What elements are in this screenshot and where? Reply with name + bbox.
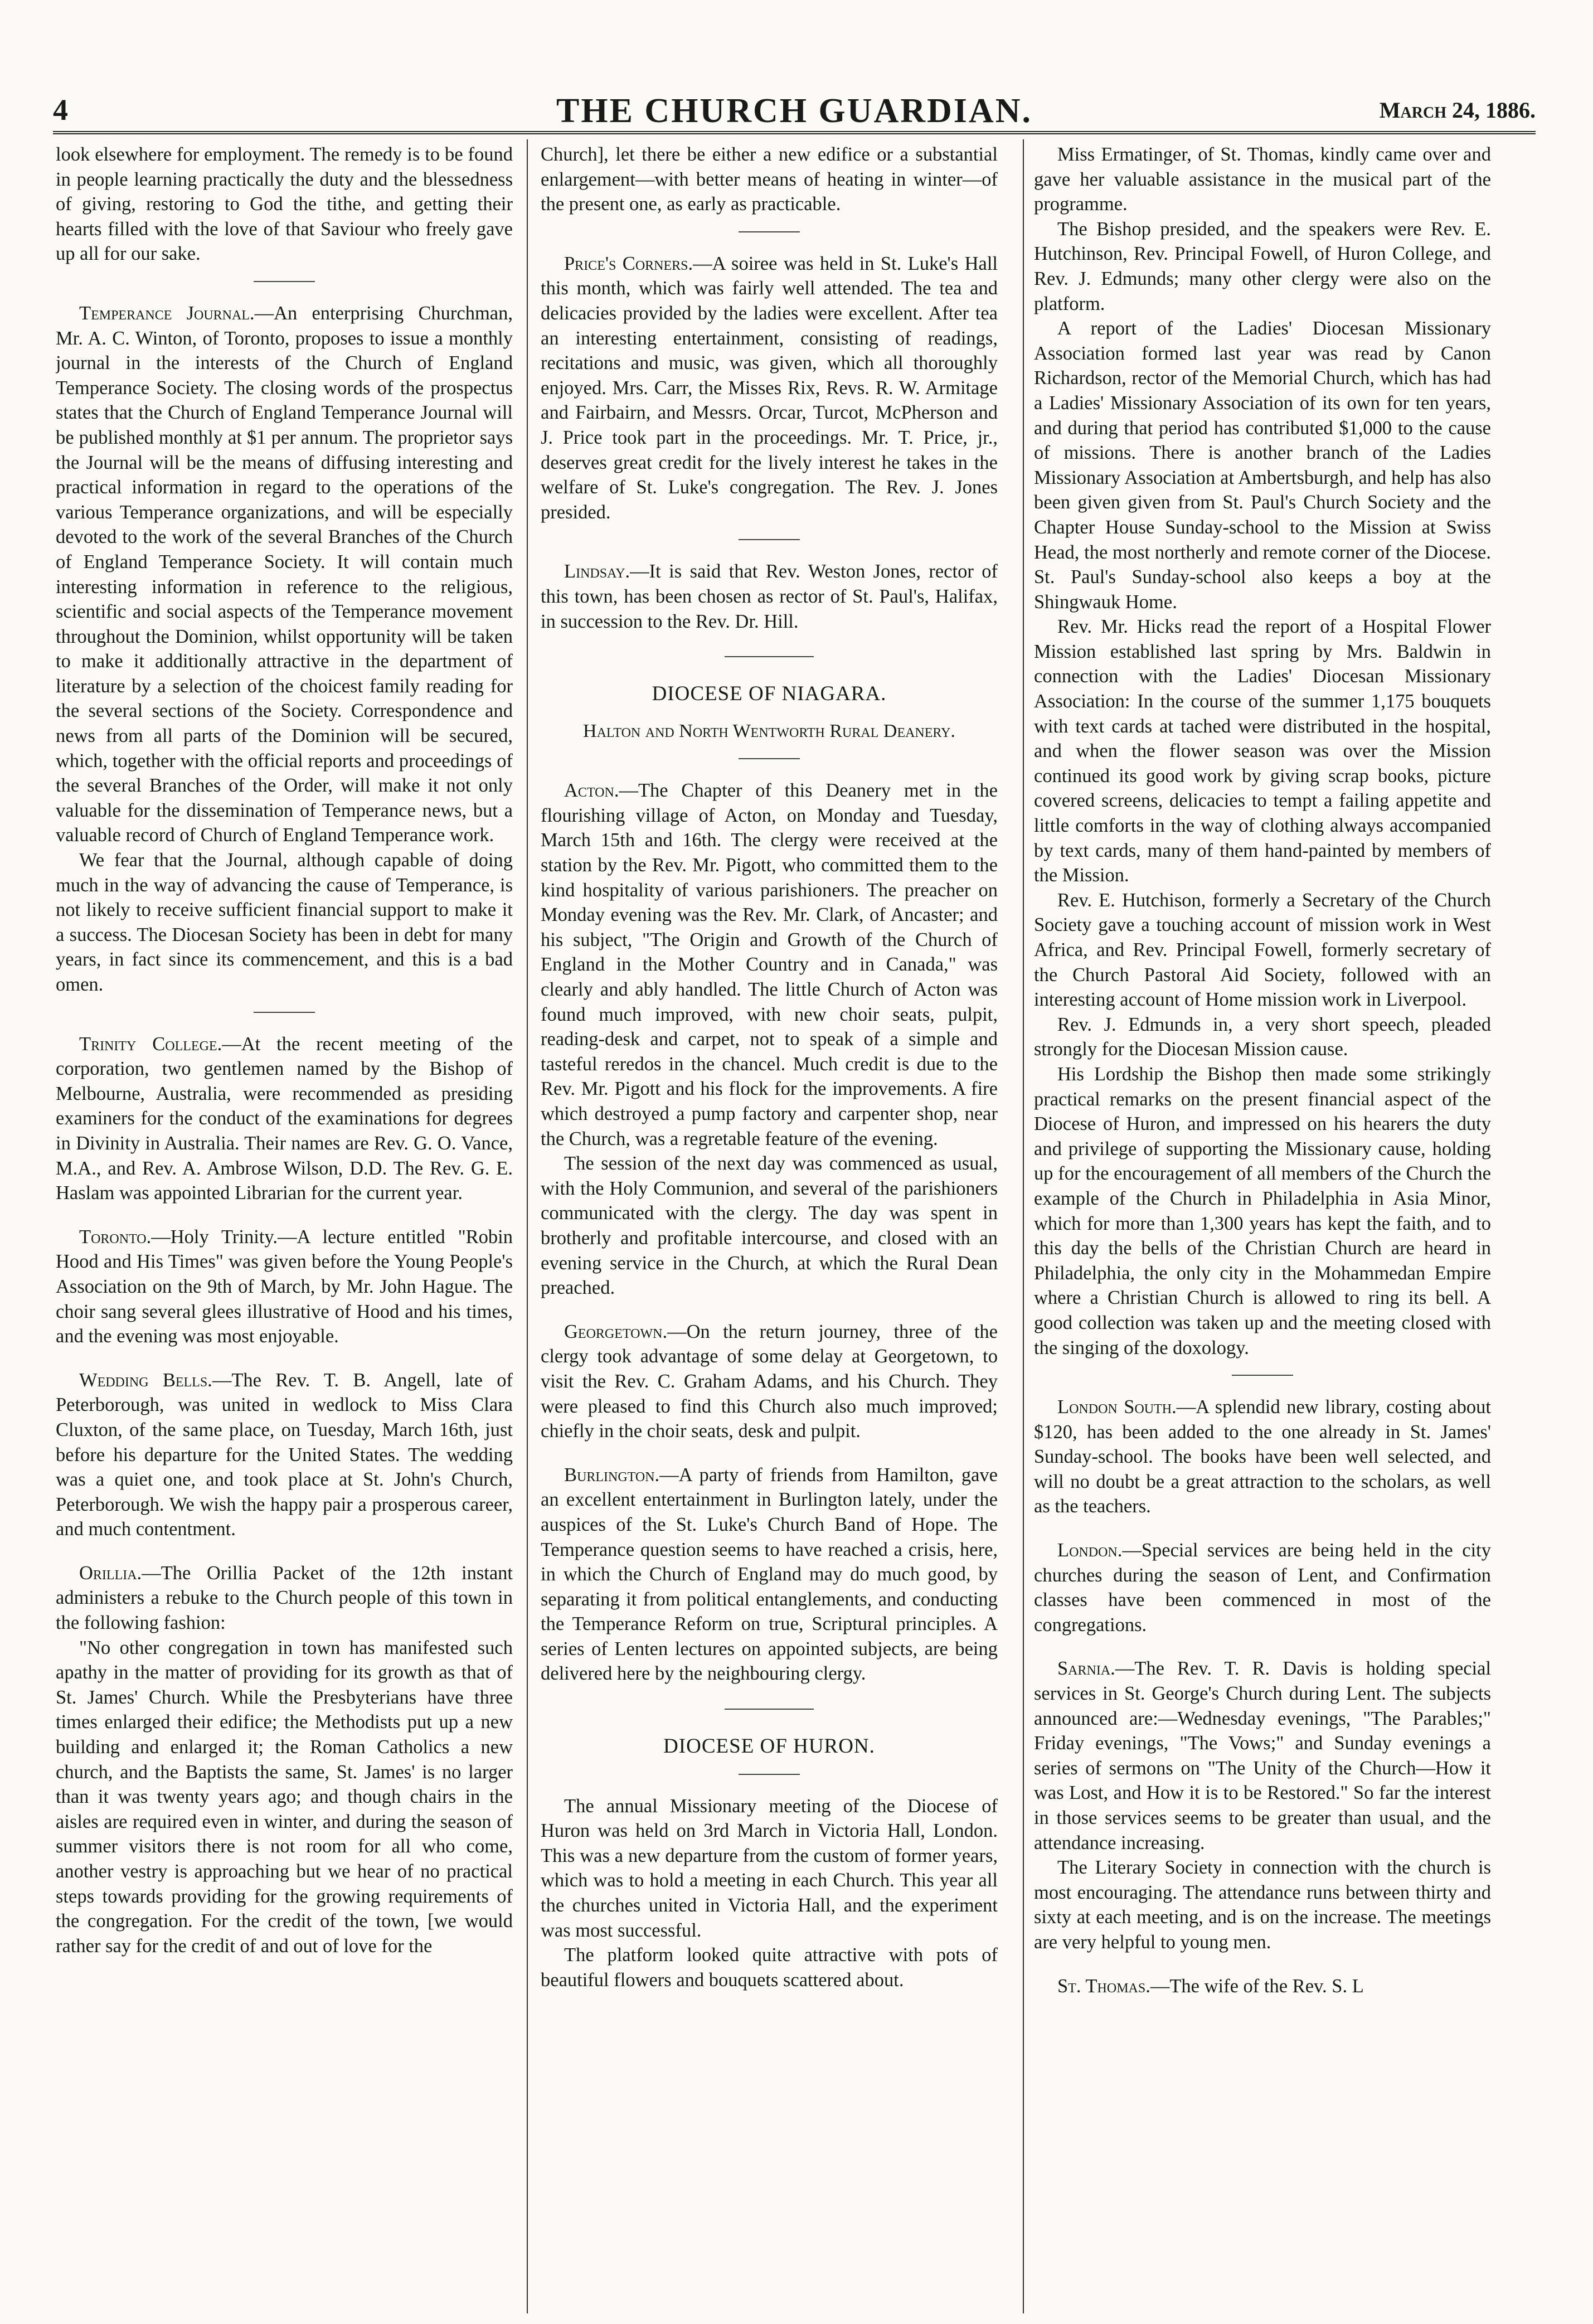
article-prices-corners xyxy=(541,251,998,525)
page-number: 4 xyxy=(53,93,68,127)
column-divider xyxy=(527,139,528,2313)
separator xyxy=(1232,1375,1293,1376)
article-lindsay xyxy=(541,559,998,634)
article-burlington xyxy=(541,1463,998,1686)
paragraph: The annual Missionary meeting of the Diocese of Huron was held on 3rd March in Victoria Hall, London. This was a new departure from the custom of former years, which was to hold a meeting in each Church. This year all the churches united in Victoria Hall, and the experiment was most successful. xyxy=(541,1795,998,1941)
article-lead: Lindsay. xyxy=(564,561,630,583)
column-3 xyxy=(1034,142,1491,2305)
article-acton xyxy=(541,778,998,1300)
article-text: —An enterprising Churchman, Mr. A. C. Winton, of Toronto, proposes to issue a monthly journal in the interests of the Church of England Temperance Society. The closing words of the prospectus states that the Church of England Temperance Journal will be published monthly at $1 per annum. The proprietor says the Journal will be the means of diffusing interesting and practical information in regard to the operations of the various Temperance organizations, and will be especially devoted to the work of the several Branches of the Church of England Temperance Society. It will contain much interesting information in reference to the religious, scientific and social aspects of the Temperance movement throughout the Dominion, whilst opportunity will be taken to make it additionally attractive in the department of literature by a selection of the choicest family reading for the several sections of the Society. Correspondence and news from all parts of the Dominion will be secured, which, together with the official reports and proceedings of the several Branches of the Order, will make it not only valuable for the dissemination of Temperance news, but a valuable record of Church of England Temperance work. xyxy=(56,302,513,846)
article-lead: Acton. xyxy=(564,780,619,802)
article-lead: St. Thomas. xyxy=(1057,1975,1150,1997)
section-heading-huron: DIOCESE OF HURON. xyxy=(663,1735,875,1758)
paragraph xyxy=(541,1319,998,1444)
paragraph xyxy=(541,1463,998,1686)
article-london xyxy=(1034,1538,1491,1637)
article-sarnia xyxy=(1034,1656,1491,1954)
paragraph xyxy=(541,559,998,634)
article-text: —Special services are being held in the city churches during the season of Lent, and Confirmation classes have been commenced in most of the congregations. xyxy=(1034,1540,1491,1636)
separator xyxy=(725,656,814,657)
article-text: —Holy Trinity.—A lecture entitled "Robin Hood and His Times" was given before the Young People's Association on the 9th of March, by Mr. John Hague. The choir sang several glees illustrative of Hood and his times, and the evening was most enjoyable. xyxy=(56,1226,513,1347)
article-text: —The Chapter of this Deanery met in the flourishing village of Acton, on Monday and Tuesday, March 15th and 16th. The clergy were received at the station by the Rev. Mr. Pigott, who committed them to the kind hospitality of various parishioners. The preacher on Monday evening was the Rev. Mr. Clark, of Ancaster; and his subject, "The Origin and Growth of the Church of England in the Mother Country and in Canada," was clearly and ably handled. The little Church of Acton was found much improved, with new choir seats, pulpit, reading-desk and carpet, not to speak of a simple and tasteful reredos in the chancel. Much credit is due to the Rev. Mr. Pigott and his flock for the improvements. A fire which destroyed a pump factory and carpenter shop, near the Church, was a regretable feature of the evening. xyxy=(541,780,998,1149)
paragraph xyxy=(56,1032,513,1206)
separator xyxy=(739,539,800,540)
article-text: —At the recent meeting of the corporation, two gentlemen named by the Bishop of Melbourne, Australia, were recommended as presiding examiners for the conduct of the examinations for degrees in Divinity in Australia. Their names are Rev. G. O. Vance, M.A., and Rev. A. Ambrose Wilson, D.D. The Rev. G. E. Haslam was appointed Librarian for the current year. xyxy=(56,1033,513,1204)
paragraph xyxy=(56,1368,513,1542)
separator xyxy=(254,1012,315,1013)
article-text: —A soiree was held in St. Luke's Hall this month, which was fairly well attended. The tea and delicacies provided by the ladies were excellent. After tea an interesting entertainment, consisting of readings, recitations and music, was given, which all thoroughly enjoyed. Mrs. Carr, the Misses Rix, Revs. R. W. Armitage and Fairbairn, and Messrs. Orcar, Turcot, McPherson and J. Price took part in the proceedings. Mr. T. Price, jr., deserves great credit for the lively interest he takes in the welfare of St. Luke's congregation. The Rev. J. Jones presided. xyxy=(541,253,998,523)
paragraph: The session of the next day was commenced as usual, with the Holy Communion, and several of the parishioners communicated with the clergy. The day was spent in brotherly and profitable intercourse, and closed with an evening service in the Church, at which the Rural Dean preached. xyxy=(541,1153,998,1299)
paragraph xyxy=(541,251,998,525)
article-text: —A splendid new library, costing about $120, has been added to the one already in St. James' Sunday-school. The books have been well selected, and will no doubt be a great attraction to the scholars, as well as the teachers. xyxy=(1034,1396,1491,1517)
paragraph: Rev. Mr. Hicks read the report of a Hospital Flower Mission established last spring by Mrs. Baldwin in connection with the Ladies' Diocesan Missionary Association: In the course of the summer 1,175 bouquets with text cards at tached were distributed in the hospital, and when the flower season was over the Mission continued its good work by giving scrap books, picture covered screens, delicacies to tempt a failing appetite and little comforts in the way of clothing always accompanied by text cards, many of them hand-painted by members of the Mission. xyxy=(1034,616,1491,886)
article-lead: Trinity College. xyxy=(79,1033,222,1055)
paragraph: His Lordship the Bishop then made some strikingly practical remarks on the present financial aspect of the Diocese of Huron, and impressed on his hearers the duty and privilege of supporting the Missionary cause, holding up for the encouragement of all members of the Church the example of the Church in Philadelphia in Asia Minor, which for more than 1,300 years has kept the faith, and to this day the bells of the Christian Church are heard in Philadelphia, the only city in the Mohammedan Empire where a Christian Church is allowed to ring its bell. A good collection was taken up and the meeting closed with the singing of the doxology. xyxy=(1034,1063,1491,1359)
paragraph xyxy=(1034,1395,1491,1519)
article-lead: Wedding Bells. xyxy=(79,1369,212,1391)
article-text: —The Rev. T. R. Davis is holding special services in St. George's Church during Lent. The subjects announced are:—Wednesday evenings, "The Parables;" Friday evenings, "The Vows;" and Sunday evenings a series of sermons on "The Unity of the Church—How it was Lost, and How it is to be Restored." So far the interest in those services seems to be greater than usual, and the attendance increasing. xyxy=(1034,1658,1491,1854)
masthead-rule xyxy=(53,131,1536,134)
paragraph xyxy=(541,778,998,1151)
paragraph xyxy=(56,1561,513,1636)
article-text: —It is said that Rev. Weston Jones, rector of this town, has been chosen as rector of St. Paul's, Halifax, in succession to the Rev. Dr. Hill. xyxy=(541,561,998,632)
column-divider xyxy=(1023,139,1024,2313)
article-lead: Temperance Journal. xyxy=(79,302,255,324)
issue-date: March 24, 1886. xyxy=(1379,98,1536,123)
article-st-thomas xyxy=(1034,1974,1491,1999)
article-toronto xyxy=(56,1225,513,1349)
article-text: —The Orillia Packet of the 12th instant administers a rebuke to the Church people of this town in the following fashion: xyxy=(56,1562,513,1634)
paragraph: Miss Ermatinger, of St. Thomas, kindly came over and gave her valuable assistance in the musical part of the programme. xyxy=(1034,144,1491,215)
paragraph xyxy=(1034,1656,1491,1855)
quoted-paragraph: "No other congregation in town has manifested such apathy in the matter of providing for its growth as that of St. James' Church. While the Presbyterians have three times enlarged their edifice; the Methodists put up a new building and enlarged it; the Roman Catholics a new church, and the Baptists the same, St. James' is no larger than it was twenty years ago; and though chairs in the aisles are required even in winter, and during the season of summer visitors there is not room for all who come, another vestry is approaching but we hear of no practical steps towards providing for the growing requirements of the congregation. For the credit of the town, [we would rather say for the credit of and out of love for the xyxy=(56,1637,513,1957)
paragraph xyxy=(1034,1538,1491,1637)
column-2 xyxy=(541,142,998,2305)
article-georgetown xyxy=(541,1319,998,1444)
paragraph: look elsewhere for employment. The remedy is to be found in people learning practically the duty and the blessedness of giving, restoring to God the tithe, and getting their hearts filled with the love of that Saviour who freely gave up all for our sake. xyxy=(56,144,513,265)
article-wedding-bells xyxy=(56,1368,513,1542)
section-heading-niagara: DIOCESE OF NIAGARA. xyxy=(652,682,887,706)
paragraph xyxy=(56,1225,513,1349)
paragraph: The Literary Society in connection with the church is most encouraging. The attendance runs between thirty and sixty at each meeting, and is on the increase. The meetings are very helpful to young men. xyxy=(1034,1857,1491,1953)
article-orillia xyxy=(56,1561,513,1959)
paragraph: We fear that the Journal, although capable of doing much in the way of advancing the cause of Temperance, is not likely to receive sufficient financial support to make it a success. The Diocesan Society has been in debt for many years, in fact since its commencement, and this is a bad omen. xyxy=(56,850,513,995)
masthead xyxy=(53,89,1536,134)
article-lead: Toronto. xyxy=(79,1226,152,1248)
paragraph: The platform looked quite attractive with pots of beautiful flowers and bouquets scattered about. xyxy=(541,1944,998,1991)
paragraph: Rev. E. Hutchison, formerly a Secretary of the Church Society gave a touching account of mission work in West Africa, and Rev. Principal Fowell, formerly secretary of the Church Pastoral Aid Society, followed with an interesting account of Home mission work in Liverpool. xyxy=(1034,889,1491,1011)
article-lead: Price's Corners. xyxy=(564,253,693,274)
paragraph: A report of the Ladies' Diocesan Missionary Association formed last year was read by Canon Richardson, rector of the Memorial Church, which has had a Ladies' Missionary Association of its own for ten years, and during that period has contributed $1,000 to the cause of missions. There is another branch of the Ladies Missionary Association at Ambertsburgh, and help has also been given given from St. Paul's Church Society and the Chapter House Sunday-school to the Mission at Swiss Head, the most northerly and remote corner of the Diocese. St. Paul's Sunday-school also keeps a boy at the Shingwauk Home. xyxy=(1034,318,1491,613)
paragraph: The Bishop presided, and the speakers were Rev. E. Hutchinson, Rev. Principal Fowell, of Huron College, and Rev. J. Edmunds; many other clergy were also on the platform. xyxy=(1034,218,1491,314)
article-text: —The wife of the Rev. S. L xyxy=(1150,1975,1364,1997)
subheading-deanery: Halton and North Wentworth Rural Deanery. xyxy=(583,720,955,741)
article-lead: Sarnia. xyxy=(1057,1658,1115,1680)
column-1 xyxy=(56,142,513,2305)
article-huron-meeting xyxy=(541,1794,998,1993)
newspaper-title: THE CHURCH GUARDIAN. xyxy=(556,92,1032,130)
article-continuation xyxy=(541,142,998,217)
article-lead: London. xyxy=(1057,1540,1123,1561)
article-huron-meeting-cont xyxy=(1034,142,1491,1360)
paragraph xyxy=(1034,1974,1491,1999)
article-lead: London South. xyxy=(1057,1396,1177,1418)
paragraph xyxy=(56,301,513,848)
separator xyxy=(739,231,800,232)
article-london-south xyxy=(1034,1395,1491,1519)
article-temperance-journal xyxy=(56,301,513,997)
article-text: —On the return journey, three of the clergy took advantage of some delay at Georgetown, to visit the Rev. C. Graham Adams, and his Church. They were pleased to find this Church also much improved; chiefly in the choir seats, desk and pulpit. xyxy=(541,1321,998,1442)
article-lead: Burlington. xyxy=(564,1464,660,1486)
separator xyxy=(739,1774,800,1775)
paragraph: Church], let there be either a new edifice or a substantial enlargement—with better means of heating in winter—of the present one, as early as practicable. xyxy=(541,144,998,215)
article-lead: Orillia. xyxy=(79,1562,142,1584)
article-text: —The Rev. T. B. Angell, late of Peterborough, was united in wedlock to Miss Clara Cluxton, of the same place, on Tuesday, March 16th, just before his departure for the United States. The wedding was a quiet one, and took place at St. John's Church, Peterborough. We wish the happy pair a prosperous career, and much contentment. xyxy=(56,1369,513,1540)
article-trinity-college xyxy=(56,1032,513,1206)
separator xyxy=(725,1709,814,1710)
separator xyxy=(254,281,315,282)
article-lead: Georgetown. xyxy=(564,1321,668,1342)
article-continuation xyxy=(56,142,513,266)
separator xyxy=(739,758,800,759)
paragraph: Rev. J. Edmunds in, a very short speech, pleaded strongly for the Diocesan Mission cause. xyxy=(1034,1013,1491,1060)
article-text: —A party of friends from Hamilton, gave an excellent entertainment in Burlington lately, under the auspices of the St. Luke's Church Band of Hope. The Temperance question seems to have reached a crisis, here, in which the Church of England may do much good, by separating it from political entanglements, and conducting the Temperance Reform on true, Scriptural principles. A series of Lenten lectures on appointed subjects, are being delivered here by the neighbouring clergy. xyxy=(541,1464,998,1685)
